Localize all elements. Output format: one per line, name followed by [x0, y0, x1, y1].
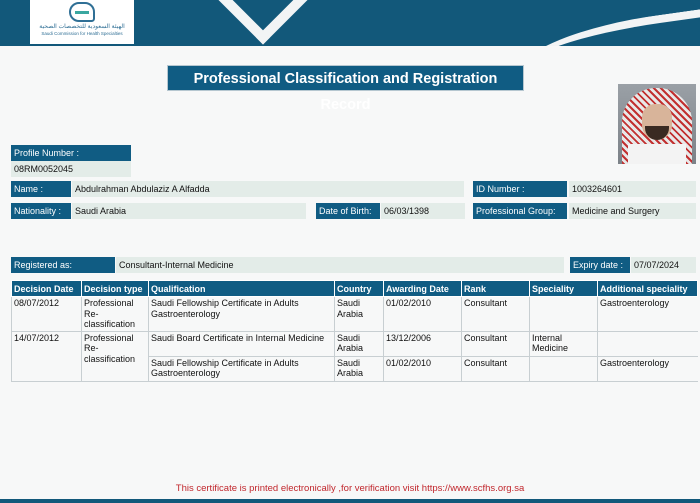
header-rank: Rank — [462, 281, 530, 297]
cell-additional-speciality: Gastroenterology — [598, 297, 698, 332]
cell-speciality — [530, 356, 598, 381]
verification-footer: This certificate is printed electronically ,for verification visit https://www.scfhs.org.sa — [175, 483, 525, 494]
header-qualification: Qualification — [149, 281, 335, 297]
profile-number-label: Profile Number : — [11, 145, 131, 161]
cell-qualification: Saudi Fellowship Certificate in Adults Gastroenterology — [149, 297, 335, 332]
cell-speciality: Internal Medicine — [530, 331, 598, 356]
cell-qualification: Saudi Fellowship Certificate in Adults Gastroenterology — [149, 356, 335, 381]
cell-awarding-date: 01/02/2010 — [384, 297, 462, 332]
profile-photo — [618, 84, 696, 164]
cell-decision-type: Professional Re-classification — [82, 331, 149, 381]
table-row — [12, 331, 698, 356]
header-decision-date: Decision Date — [12, 281, 82, 297]
professional-group-value: Medicine and Surgery — [569, 203, 696, 219]
chevron-decoration — [214, 0, 313, 44]
logo-arabic-text: الهيئة السعودية للتخصصات الصحية — [39, 24, 125, 30]
cell-awarding-date: 01/02/2010 — [384, 356, 462, 381]
cell-additional-speciality — [598, 331, 698, 356]
cell-decision-type: Professional Re-classification — [82, 297, 149, 332]
cell-country: Saudi Arabia — [335, 331, 384, 356]
scfhs-logo-icon — [69, 2, 95, 22]
header-country: Country — [335, 281, 384, 297]
nationality-label: Nationality : — [11, 203, 71, 219]
cell-rank: Consultant — [462, 331, 530, 356]
expiry-date-label: Expiry date : — [570, 257, 630, 273]
header-awarding-date: Awarding Date — [384, 281, 462, 297]
name-label: Name : — [11, 181, 71, 197]
cell-awarding-date: 13/12/2006 — [384, 331, 462, 356]
logo-english-text: Saudi Commission for Health Specialties — [41, 31, 123, 36]
classification-table — [11, 280, 698, 382]
header-additional-speciality: Additional speciality — [598, 281, 698, 297]
dob-label: Date of Birth: — [316, 203, 380, 219]
cell-qualification: Saudi Board Certificate in Internal Medicine — [149, 331, 335, 356]
expiry-date-value: 07/07/2024 — [631, 257, 696, 273]
professional-group-label: Professional Group: — [473, 203, 567, 219]
profile-number-value: 08RM0052045 — [11, 161, 131, 177]
table-row — [12, 297, 698, 332]
table-header-row — [12, 281, 698, 297]
header-speciality: Speciality — [530, 281, 598, 297]
footer-strip — [0, 499, 700, 503]
scfhs-logo — [30, 0, 134, 44]
dob-value: 06/03/1398 — [381, 203, 465, 219]
header-decision-type: Decision type — [82, 281, 149, 297]
name-value: Abdulrahman Abdulaziz A Alfadda — [72, 181, 464, 197]
id-number-label: ID Number : — [473, 181, 567, 197]
wave-decoration — [517, 2, 700, 46]
cell-decision-date: 08/07/2012 — [12, 297, 82, 332]
registered-as-label: Registered as: — [11, 257, 115, 273]
cell-country: Saudi Arabia — [335, 297, 384, 332]
cell-rank: Consultant — [462, 356, 530, 381]
cell-additional-speciality: Gastroenterology — [598, 356, 698, 381]
nationality-value: Saudi Arabia — [72, 203, 306, 219]
id-number-value: 1003264601 — [569, 181, 696, 197]
cell-rank: Consultant — [462, 297, 530, 332]
cell-speciality — [530, 297, 598, 332]
page-title: Professional Classification and Registration Record — [167, 65, 524, 91]
registered-as-value: Consultant-Internal Medicine — [116, 257, 564, 273]
cell-decision-date: 14/07/2012 — [12, 331, 82, 381]
cell-country: Saudi Arabia — [335, 356, 384, 381]
